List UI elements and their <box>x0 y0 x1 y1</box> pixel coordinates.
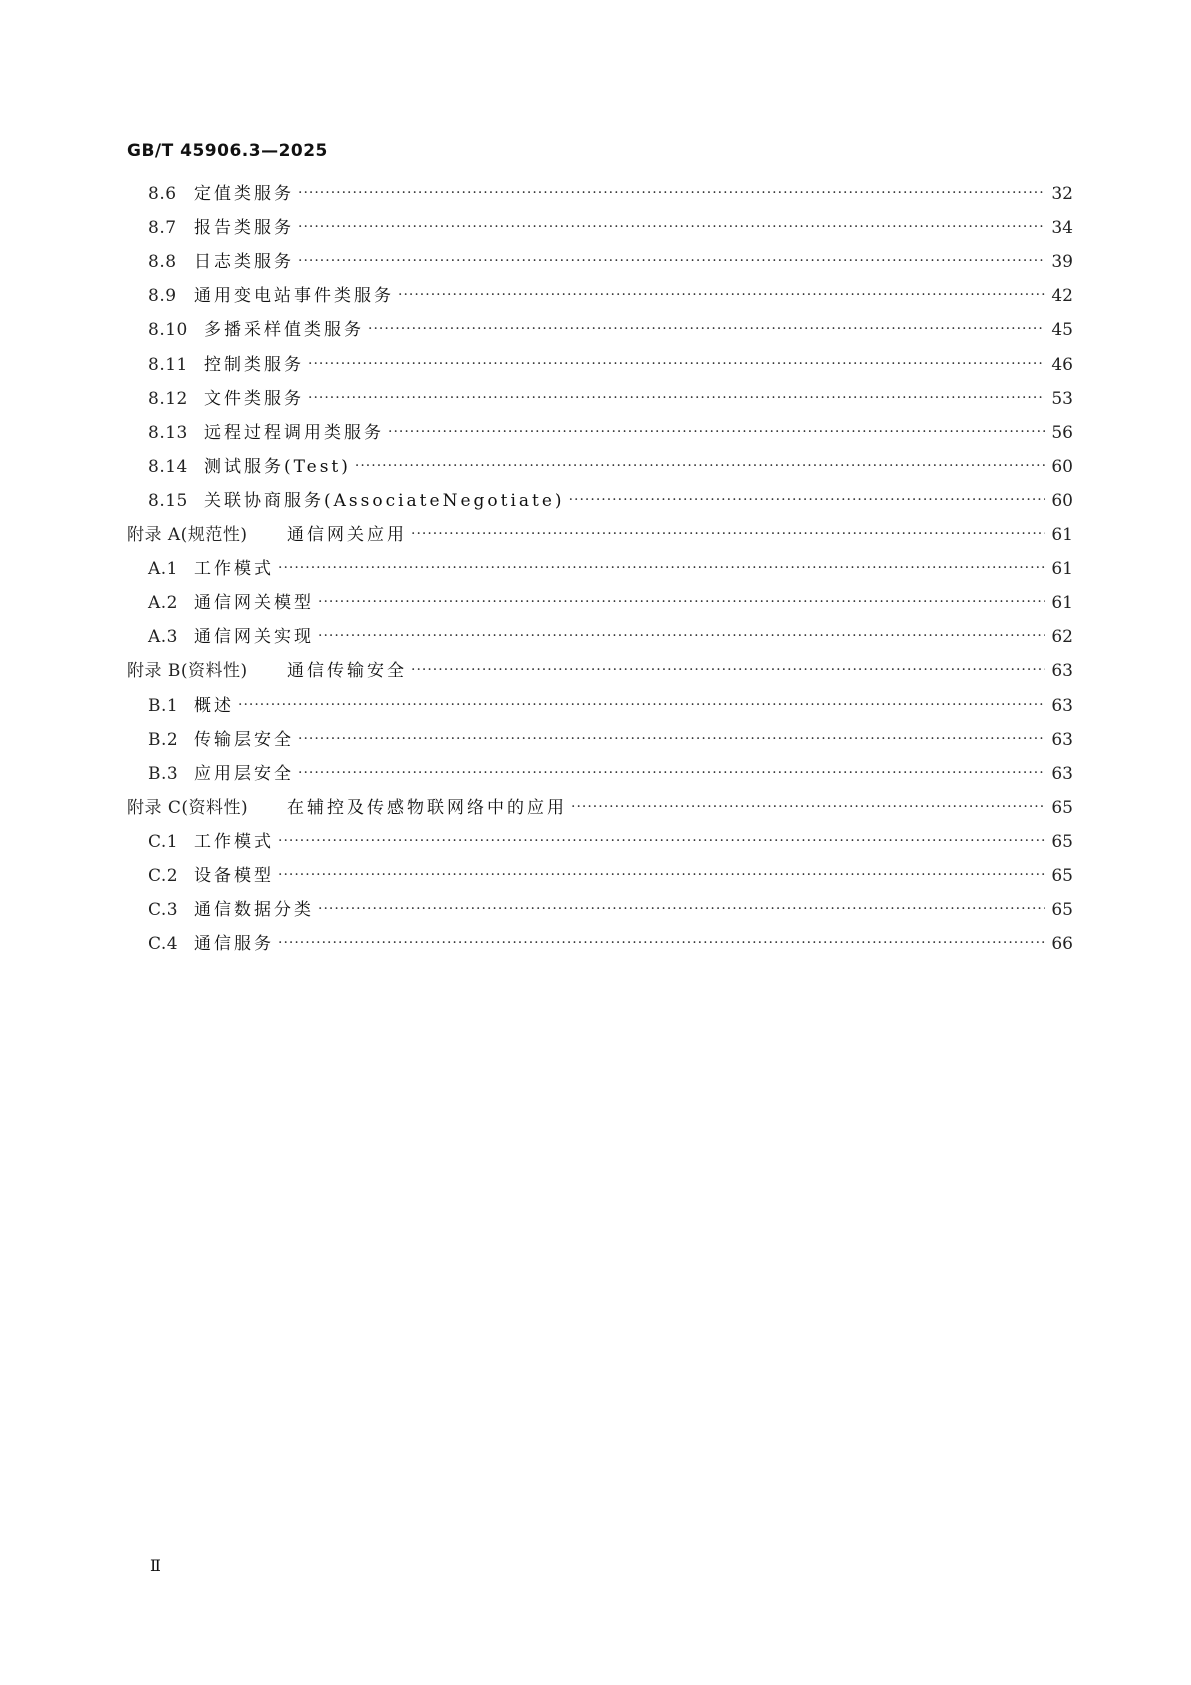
toc-entry-title: 工作模式 <box>194 831 274 852</box>
toc-entry-number: B.3 <box>148 763 179 784</box>
toc-entry-page: 53 <box>1051 388 1073 409</box>
toc-dot-leader <box>298 248 1045 274</box>
toc-entry[interactable] <box>148 624 1073 650</box>
toc-entry-title: 测试服务(Test) <box>204 456 351 477</box>
toc-dot-leader <box>569 487 1045 513</box>
toc-entry-page: 65 <box>1051 797 1073 818</box>
toc-dot-leader <box>308 385 1045 411</box>
toc-entry-title: 定值类服务 <box>194 184 294 204</box>
toc-entry-number: B.1 <box>148 695 179 716</box>
toc-entry-title: 在辅控及传感物联网络中的应用 <box>287 797 567 818</box>
toc-dot-leader <box>238 692 1045 718</box>
toc-entry-page: 63 <box>1051 695 1073 716</box>
toc-entry-page: 65 <box>1051 900 1073 921</box>
toc-entry-title: 通信网关实现 <box>194 627 314 648</box>
toc-entry-title: 应用层安全 <box>194 763 294 784</box>
toc-entry-page: 60 <box>1051 456 1073 477</box>
toc-entry-title: 工作模式 <box>194 559 274 580</box>
toc-entry-title: 设备模型 <box>194 866 274 886</box>
toc-dot-leader <box>318 896 1045 922</box>
toc-entry-page: 56 <box>1051 422 1073 443</box>
toc-entry-number: 附录 A(规范性) <box>127 525 248 545</box>
toc-entry-title: 通信服务 <box>194 934 274 955</box>
toc-entry[interactable] <box>148 863 1073 889</box>
toc-entry[interactable] <box>148 420 1073 446</box>
toc-entry-page: 45 <box>1051 320 1073 341</box>
toc-entry-title: 通信网关应用 <box>287 525 407 545</box>
toc-entry[interactable] <box>127 658 1073 684</box>
toc-entry[interactable] <box>148 317 1073 343</box>
toc-entry-number: 8.14 <box>148 456 188 477</box>
toc-entry-number: C.2 <box>148 866 179 886</box>
toc-entry-number: A.3 <box>148 627 178 648</box>
toc-entry-page: 32 <box>1051 184 1073 204</box>
toc-entry-number: C.4 <box>148 934 179 955</box>
toc-entry-page: 62 <box>1051 627 1073 648</box>
toc-entry-title: 控制类服务 <box>204 354 304 375</box>
toc-dot-leader <box>571 794 1045 820</box>
toc-entry-title: 传输层安全 <box>194 729 294 750</box>
toc-dot-leader <box>355 453 1045 479</box>
page-number: Ⅱ <box>150 1556 161 1575</box>
toc-entry-page: 65 <box>1051 866 1073 886</box>
toc-entry-page: 63 <box>1051 729 1073 750</box>
toc-dot-leader <box>278 828 1045 854</box>
toc-entry-page: 61 <box>1051 593 1073 614</box>
toc-dot-leader <box>318 623 1045 649</box>
toc-entry-number: 8.13 <box>148 422 188 443</box>
toc-entry-number: 8.12 <box>148 388 188 409</box>
standard-code: GB/T 45906.3—2025 <box>127 141 328 161</box>
toc-entry[interactable] <box>148 727 1073 753</box>
toc-entry[interactable] <box>148 693 1073 719</box>
toc-dot-leader <box>368 316 1045 342</box>
document-header <box>127 141 328 161</box>
toc-entry-page: 66 <box>1051 934 1073 955</box>
toc-entry-number: C.3 <box>148 900 179 921</box>
toc-entry[interactable] <box>148 215 1073 241</box>
toc-entry-title: 报告类服务 <box>194 218 294 239</box>
toc-entry[interactable] <box>148 249 1073 275</box>
toc-entry-number: C.1 <box>148 831 179 852</box>
toc-entry-number: 8.9 <box>148 286 177 307</box>
toc-dot-leader <box>388 419 1045 445</box>
toc-entry-number: 附录 C(资料性) <box>127 797 249 818</box>
toc-entry-title: 关联协商服务(AssociateNegotiate) <box>204 490 565 511</box>
toc-entry-number: 8.6 <box>148 184 177 204</box>
toc-entry-page: 63 <box>1051 661 1073 682</box>
toc-entry-number: 8.10 <box>148 320 188 341</box>
toc-dot-leader <box>398 282 1045 308</box>
toc-entry-number: 8.11 <box>148 354 188 375</box>
toc-entry-number: A.1 <box>148 559 178 580</box>
toc-entry-page: 46 <box>1051 354 1073 375</box>
toc-entry[interactable] <box>148 897 1073 923</box>
toc-entry[interactable] <box>148 181 1073 207</box>
toc-entry[interactable] <box>148 283 1073 309</box>
toc-entry[interactable] <box>148 454 1073 480</box>
toc-entry-number: 8.15 <box>148 490 188 511</box>
toc-dot-leader <box>298 726 1045 752</box>
toc-entry-number: 8.7 <box>148 218 177 239</box>
toc-entry-number: A.2 <box>148 593 178 614</box>
toc-entry-page: 61 <box>1051 559 1073 580</box>
toc-dot-leader <box>411 657 1045 683</box>
toc-entry-number: B.2 <box>148 729 179 750</box>
toc-entry-page: 65 <box>1051 831 1073 852</box>
toc-dot-leader <box>308 351 1045 377</box>
toc-entry[interactable] <box>127 522 1073 548</box>
toc-dot-leader <box>298 760 1045 786</box>
toc-entry-page: 34 <box>1051 218 1073 239</box>
toc-dot-leader <box>298 214 1045 240</box>
toc-entry[interactable] <box>148 931 1073 957</box>
toc-dot-leader <box>298 180 1045 206</box>
toc-dot-leader <box>411 521 1045 547</box>
toc-dot-leader <box>278 862 1045 888</box>
toc-entry-title: 通信数据分类 <box>194 900 314 921</box>
toc-dot-leader <box>318 589 1045 615</box>
toc-entry-title: 远程过程调用类服务 <box>204 422 384 443</box>
toc-entry-page: 39 <box>1051 252 1073 273</box>
toc-entry-page: 60 <box>1051 490 1073 511</box>
toc-entry[interactable] <box>148 590 1073 616</box>
toc-entry-title: 文件类服务 <box>204 388 304 409</box>
toc-entry-page: 63 <box>1051 763 1073 784</box>
toc-entry[interactable] <box>148 829 1073 855</box>
toc-entry-page: 61 <box>1051 525 1073 545</box>
toc-dot-leader <box>278 555 1045 581</box>
toc-entry-title: 概述 <box>194 695 234 716</box>
toc-entry-number: 8.8 <box>148 252 177 273</box>
toc-entry-title: 通信网关模型 <box>194 593 314 614</box>
toc-entry[interactable] <box>148 386 1073 412</box>
toc-dot-leader <box>278 930 1045 956</box>
toc-entry-title: 通用变电站事件类服务 <box>194 286 394 307</box>
toc-entry-title: 日志类服务 <box>194 252 294 273</box>
toc-entry-number: 附录 B(资料性) <box>127 661 248 682</box>
toc-entry-page: 42 <box>1051 286 1073 307</box>
toc-entry-title: 多播采样值类服务 <box>204 320 364 341</box>
toc-entry[interactable] <box>148 352 1073 378</box>
toc-entry[interactable] <box>127 795 1073 821</box>
toc-entry[interactable] <box>148 761 1073 787</box>
toc-entry[interactable] <box>148 488 1073 514</box>
toc-entry-title: 通信传输安全 <box>287 661 407 682</box>
toc-entry[interactable] <box>148 556 1073 582</box>
